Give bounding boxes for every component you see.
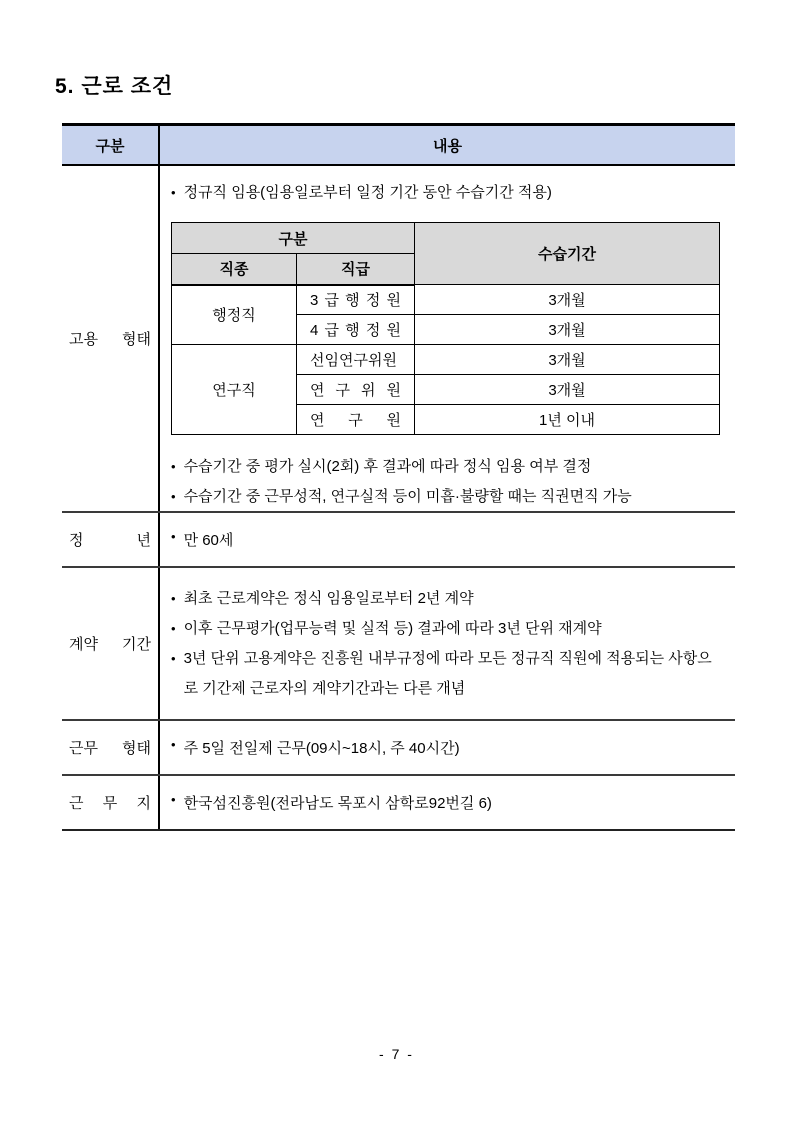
header-content-label: 내용 [433, 137, 462, 155]
row-work-place [62, 776, 735, 831]
table-row [172, 285, 720, 315]
job-grade-cell: 3 급 행 정 원 [297, 285, 415, 315]
employment-note-text: 수습기간 중 평가 실시(2회) 후 결과에 따라 정식 임용 여부 결정 [183, 458, 592, 475]
row-work-type [62, 721, 735, 776]
bullet-icon: • [171, 590, 176, 606]
contract-bullet [171, 644, 725, 704]
bullet-icon: • [171, 459, 176, 474]
work-type-label-cell [62, 721, 160, 774]
work-place-content-cell [160, 776, 735, 829]
contract-bullet-text: 최초 근로계약은 정식 임용일로부터 2년 계약 [183, 589, 474, 607]
bullet-icon: • [171, 792, 176, 807]
probation-period-cell: 3개월 [415, 285, 720, 315]
working-conditions-table [62, 123, 735, 831]
employment-intro-text: 정규직 임용(임용일로부터 일정 기간 동안 수습기간 적용) [183, 184, 552, 201]
employment-note-bullet [171, 452, 725, 482]
retirement-age-text: 만 60세 [183, 532, 234, 549]
row-employment-type [62, 166, 735, 513]
employment-note-bullet [171, 482, 725, 512]
job-grade-cell: 4 급 행 정 원 [297, 315, 415, 345]
employment-type-content-cell [160, 166, 735, 511]
probation-group-header: 구분 [172, 223, 415, 254]
employment-notes [171, 452, 725, 512]
contract-bullet-text: 3년 단위 고용계약은 진흥원 내부규정에 따라 모든 정규직 직원에 적용되는 사항으로 기간제 근로자의 계약기간과는 다른 개념 [183, 649, 712, 697]
employment-type-label-cell [62, 166, 160, 511]
retirement-age-content-cell [160, 513, 735, 566]
work-type-content-cell [160, 721, 735, 774]
employment-type-label: 고용 형태 [69, 331, 151, 348]
bullet-icon: • [171, 737, 176, 752]
section-title: 5. 근로 조건 [55, 75, 174, 98]
table-header-row [62, 126, 735, 166]
retirement-age-bullet [171, 529, 233, 550]
header-category-cell [62, 126, 160, 164]
probation-period-cell: 1년 이내 [415, 405, 720, 435]
bullet-icon: • [171, 650, 176, 666]
contract-period-label-cell [62, 568, 160, 719]
work-place-bullet [171, 792, 492, 813]
job-type-cell: 연구직 [172, 345, 297, 435]
row-contract-period [62, 568, 735, 721]
contract-period-label: 계약 기간 [69, 636, 151, 653]
header-content-cell [160, 126, 735, 164]
bullet-icon: • [171, 529, 176, 544]
work-place-label: 근 무 지 [69, 795, 151, 812]
retirement-age-label: 정 년 [69, 532, 151, 549]
bullet-icon: • [171, 489, 176, 504]
employment-note-text: 수습기간 중 근무성적, 연구실적 등이 미흡·불량할 때는 직권면직 가능 [183, 488, 632, 505]
employment-intro-bullet [171, 178, 725, 208]
job-grade-cell: 연 구 위 원 [297, 375, 415, 405]
contract-period-bullets [171, 584, 725, 704]
retirement-age-label-cell [62, 513, 160, 566]
contract-period-content-cell [160, 568, 735, 719]
probation-period-cell: 3개월 [415, 375, 720, 405]
bullet-icon: • [171, 185, 176, 200]
work-place-label-cell [62, 776, 160, 829]
work-type-text: 주 5일 전일제 근무(09시~18시, 주 40시간) [183, 740, 460, 757]
work-place-text: 한국섬진흥원(전라남도 목포시 삼학로92번길 6) [183, 795, 492, 812]
work-type-bullet [171, 737, 460, 758]
header-category-label: 구분 [95, 137, 125, 155]
table-row [172, 345, 720, 375]
row-retirement-age [62, 513, 735, 568]
probation-period-cell: 3개월 [415, 345, 720, 375]
probation-period-cell: 3개월 [415, 315, 720, 345]
contract-bullet [171, 584, 725, 614]
bullet-icon: • [171, 620, 176, 636]
probation-period-table [171, 222, 720, 435]
probation-col-header: 수습기간 [415, 223, 720, 285]
job-grade-cell: 연 구 원 [297, 405, 415, 435]
job-type-col-header: 직종 [172, 254, 297, 285]
job-grade-cell: 선임연구위원 [297, 345, 415, 375]
job-type-cell: 행정직 [172, 285, 297, 345]
contract-bullet [171, 614, 725, 644]
job-grade-col-header: 직급 [297, 254, 415, 285]
probation-header-row-1 [172, 223, 720, 254]
work-type-label: 근무 형태 [69, 740, 151, 757]
contract-bullet-text: 이후 근무평가(업무능력 및 실적 등) 결과에 따라 3년 단위 재계약 [183, 619, 602, 637]
page-number: - 7 - [379, 1046, 414, 1062]
